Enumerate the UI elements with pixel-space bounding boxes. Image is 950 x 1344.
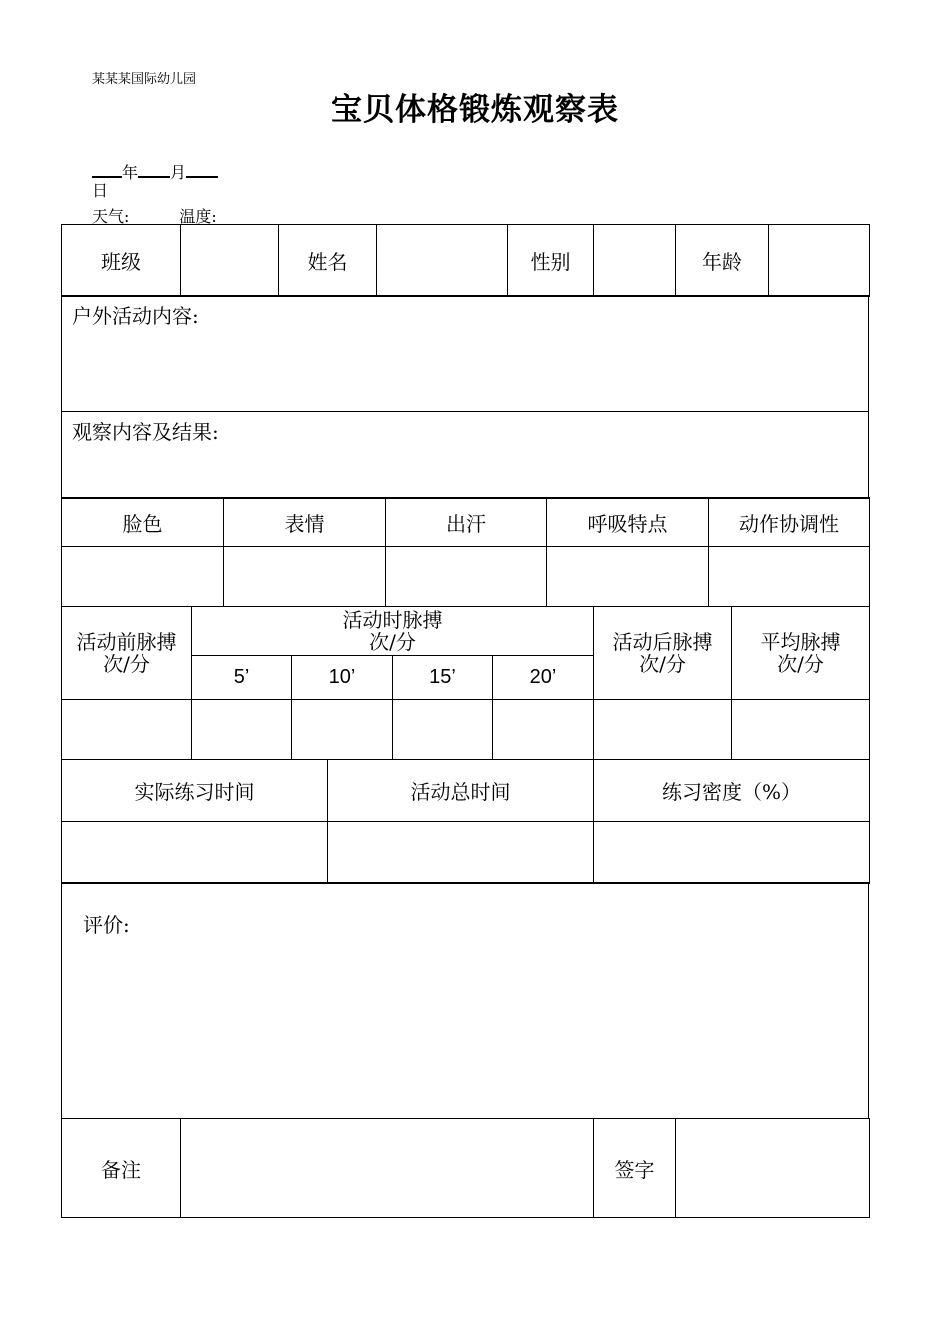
evaluation-label: 评价: — [83, 913, 130, 937]
evaluation-cell[interactable] — [62, 883, 869, 1119]
pulse-average-unit: 次/分 — [777, 652, 824, 676]
remarks-label: 备注 — [62, 1119, 181, 1218]
year-blank[interactable] — [92, 162, 122, 178]
year-label: 年 — [122, 163, 139, 182]
coordination-field[interactable] — [709, 547, 870, 607]
pulse-20-field[interactable] — [493, 700, 594, 760]
pulse-15-field[interactable] — [393, 700, 493, 760]
footer-table — [61, 1118, 870, 1218]
sweat-header: 出汗 — [386, 498, 547, 547]
expression-field[interactable] — [224, 547, 386, 607]
age-field[interactable] — [769, 225, 870, 297]
pulse-after-unit: 次/分 — [639, 652, 686, 676]
activity-table — [61, 295, 869, 499]
name-label: 姓名 — [279, 225, 377, 297]
weather-label: 天气: — [92, 207, 130, 226]
name-field[interactable] — [377, 225, 508, 297]
coordination-header: 动作协调性 — [709, 498, 870, 547]
pulse-during-header — [192, 607, 594, 656]
pulse-before-label: 活动前脉搏 — [76, 630, 177, 654]
breathing-field[interactable] — [547, 547, 709, 607]
class-label: 班级 — [62, 225, 181, 297]
interval-20-header: 20’ — [493, 656, 594, 700]
total-time-field[interactable] — [328, 822, 594, 884]
pulse-table — [61, 606, 870, 760]
month-label: 月 — [170, 163, 187, 182]
pulse-during-unit: 次/分 — [369, 630, 416, 654]
info-table — [61, 224, 870, 297]
pulse-5-field[interactable] — [192, 700, 292, 760]
interval-10-header: 10’ — [292, 656, 393, 700]
pulse-before-unit: 次/分 — [103, 652, 150, 676]
actual-time-header: 实际练习时间 — [62, 760, 328, 822]
remarks-field[interactable] — [181, 1119, 594, 1218]
signature-label: 签字 — [594, 1119, 676, 1218]
evaluation-table — [61, 882, 869, 1119]
pulse-10-field[interactable] — [292, 700, 393, 760]
day-label: 日 — [92, 181, 109, 200]
age-label: 年龄 — [676, 225, 769, 297]
density-field[interactable] — [594, 822, 870, 884]
outdoor-activity-cell[interactable] — [62, 296, 869, 412]
page-title: 宝贝体格锻炼观察表 — [331, 92, 619, 128]
interval-5-header: 5’ — [192, 656, 292, 700]
pulse-average-field[interactable] — [732, 700, 870, 760]
date-line — [92, 162, 218, 200]
observation-cell[interactable] — [62, 412, 869, 499]
school-name: 某某某国际幼儿园 — [92, 72, 197, 87]
pulse-after-header — [594, 607, 732, 700]
face-color-header: 脸色 — [62, 498, 224, 547]
actual-time-field[interactable] — [62, 822, 328, 884]
interval-15-header: 15’ — [393, 656, 493, 700]
class-field[interactable] — [181, 225, 279, 297]
observation-label: 观察内容及结果: — [72, 420, 219, 444]
pulse-after-field[interactable] — [594, 700, 732, 760]
pulse-average-header — [732, 607, 870, 700]
day-blank[interactable] — [186, 162, 218, 178]
total-time-header: 活动总时间 — [328, 760, 594, 822]
signature-field[interactable] — [676, 1119, 870, 1218]
time-table — [61, 759, 870, 884]
outdoor-activity-label: 户外活动内容: — [72, 304, 199, 328]
density-header: 练习密度（%） — [594, 760, 870, 822]
temperature-label: 温度: — [179, 207, 217, 226]
pulse-before-header — [62, 607, 192, 700]
gender-label: 性别 — [508, 225, 594, 297]
expression-header: 表情 — [224, 498, 386, 547]
face-color-field[interactable] — [62, 547, 224, 607]
pulse-during-label: 活动时脉搏 — [342, 608, 443, 632]
pulse-average-label: 平均脉搏 — [760, 630, 841, 654]
sweat-field[interactable] — [386, 547, 547, 607]
pulse-before-field[interactable] — [62, 700, 192, 760]
month-blank[interactable] — [138, 162, 170, 178]
breathing-header: 呼吸特点 — [547, 498, 709, 547]
observation-table — [61, 497, 870, 607]
gender-field[interactable] — [594, 225, 676, 297]
pulse-after-label: 活动后脉搏 — [612, 630, 713, 654]
